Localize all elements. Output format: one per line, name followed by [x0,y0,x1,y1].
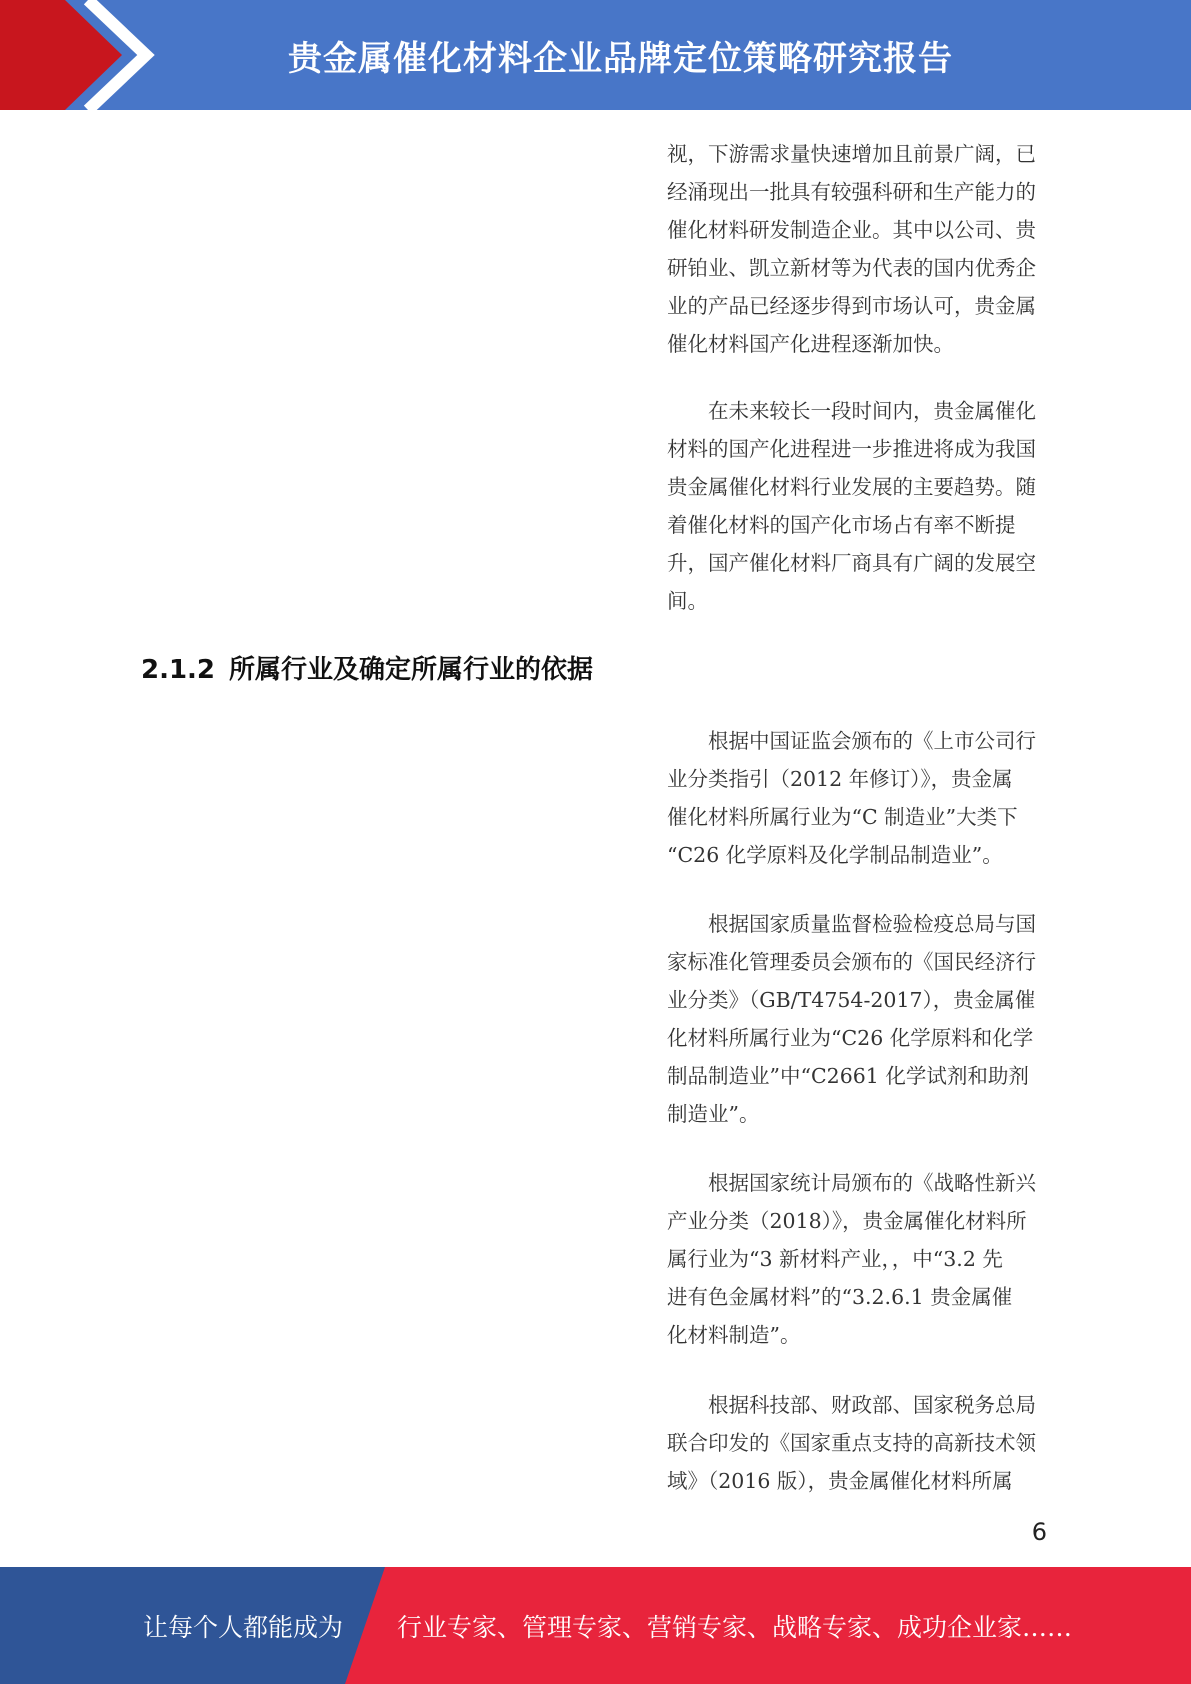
section-number: 2.1.2 [141,655,216,685]
text-line: 业分类》（GB/T4754-2017），贵金属催 [667,988,1036,1012]
text-line: 视，下游需求量快速增加且前景广阔，已 [667,142,1036,166]
text-line: “C26 化学原料及化学制品制造业”。 [667,843,1003,867]
text-line: 贵金属催化材料行业发展的主要趋势。随 [667,475,1036,499]
text-line: 家标准化管理委员会颁布的《国民经济行 [667,950,1036,974]
text-line: 在未来较长一段时间内，贵金属催化 [667,399,1036,423]
text-line: 化材料所属行业为“C26 化学原料和化学 [667,1026,1034,1050]
document-title: 贵金属催化材料企业品牌定位策略研究报告 [288,38,953,79]
page-header [0,0,1191,110]
text-line: 间。 [667,589,708,613]
text-line: 根据科技部、财政部、国家税务总局 [667,1393,1036,1417]
paragraph-3 [667,722,1047,874]
text-line: 材料的国产化进程进一步推进将成为我国 [667,437,1036,461]
text-line: 研铂业、凯立新材等为代表的国内优秀企 [667,256,1036,280]
footer-slogan-right: 行业专家、管理专家、营销专家、战略专家、成功企业家…… [397,1612,1073,1642]
page-footer [0,1567,1191,1684]
section-title: 所属行业及确定所属行业的依据 [229,655,594,685]
text-line: 升，国产催化材料厂商具有广阔的发展空 [667,551,1036,575]
text-line: 属行业为“3 新材料产业，，中“3.2 先 [667,1247,1003,1271]
text-line: 经涌现出一批具有较强科研和生产能力的 [667,180,1036,204]
text-line: 催化材料研发制造企业。其中以公司、贵 [667,218,1036,242]
text-line: 产业分类（2018）》，贵金属催化材料所 [667,1209,1027,1233]
paragraph-2 [667,392,1047,620]
text-line: 催化材料国产化进程逐渐加快。 [667,332,954,356]
text-line: 化材料制造”。 [667,1323,801,1347]
text-line: 制造业”。 [667,1102,760,1126]
section-heading [141,649,593,686]
paragraph-6 [667,1386,1047,1500]
paragraph-5 [667,1164,1047,1354]
header-chevron-decoration [0,0,160,110]
text-line: 进有色金属材料”的“3.2.6.1 贵金属催 [667,1285,1013,1309]
text-line: 根据国家统计局颁布的《战略性新兴 [667,1171,1036,1195]
text-line: 制品制造业”中“C2661 化学试剂和助剂 [667,1064,1029,1088]
text-line: 根据国家质量监督检验检疫总局与国 [667,912,1036,936]
text-line: 域》（2016 版），贵金属催化材料所属 [667,1469,1013,1493]
footer-slogan-left: 让每个人都能成为 [143,1612,344,1642]
text-line: 联合印发的《国家重点支持的高新技术领 [667,1431,1036,1455]
page-number: 6 [1031,1518,1047,1546]
text-line: 业的产品已经逐步得到市场认可，贵金属 [667,294,1036,318]
text-line: 根据中国证监会颁布的《上市公司行 [667,729,1036,753]
text-line: 催化材料所属行业为“C 制造业”大类下 [667,805,1018,829]
text-line: 业分类指引（2012 年修订）》，贵金属 [667,767,1013,791]
paragraph-1 [667,135,1047,363]
text-line: 着催化材料的国产化市场占有率不断提 [667,513,1016,537]
paragraph-4 [667,905,1047,1133]
